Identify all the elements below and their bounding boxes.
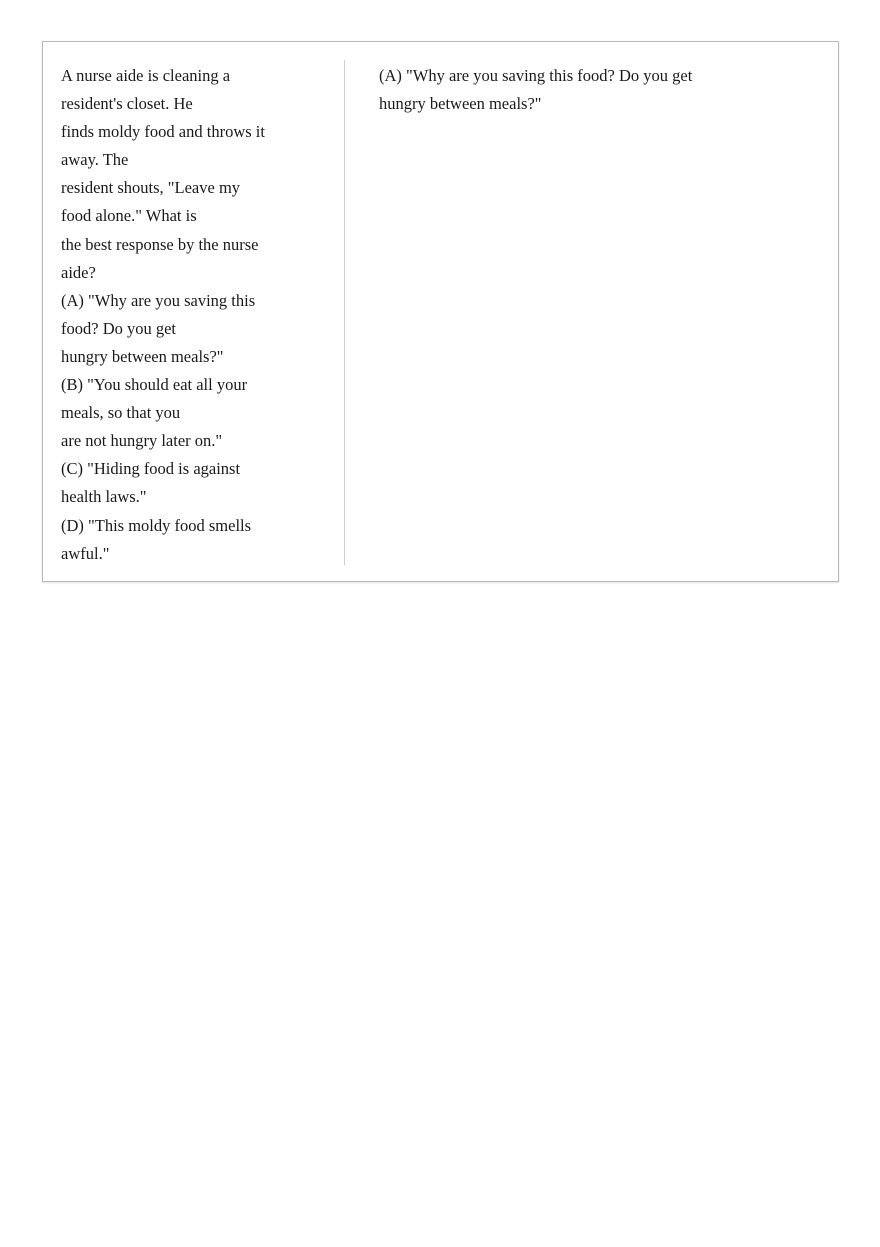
question-line: resident's closet. He bbox=[61, 94, 193, 114]
column-divider bbox=[344, 60, 345, 565]
answer-text bbox=[379, 62, 819, 118]
option-b-line: meals, so that you bbox=[61, 403, 181, 423]
option-a-line: hungry between meals?" bbox=[61, 346, 224, 366]
question-line: the best response by the nurse bbox=[61, 234, 259, 254]
option-b-line: (B) "You should eat all your bbox=[61, 375, 248, 395]
question-line: aide? bbox=[61, 262, 96, 282]
answer-line: (A) "Why are you saving this food? Do you get bbox=[379, 66, 693, 85]
question-line: away. The bbox=[61, 150, 129, 170]
question-line: food alone." What is bbox=[61, 206, 197, 226]
option-d-line: awful." bbox=[61, 543, 110, 563]
answer-line: hungry between meals?" bbox=[379, 94, 542, 114]
question-line: A nurse aide is cleaning a bbox=[61, 66, 231, 85]
option-c-line: health laws." bbox=[61, 487, 147, 507]
question-line: finds moldy food and throws it bbox=[61, 122, 265, 142]
option-a-line: food? Do you get bbox=[61, 318, 177, 338]
option-b-line: are not hungry later on." bbox=[61, 431, 223, 451]
option-d-line: (D) "This moldy food smells bbox=[61, 515, 252, 535]
option-c-line: (C) "Hiding food is against bbox=[61, 459, 241, 479]
flashcard bbox=[42, 41, 839, 582]
question-text bbox=[61, 62, 283, 568]
question-line: resident shouts, "Leave my bbox=[61, 178, 241, 198]
option-a-line: (A) "Why are you saving this bbox=[61, 290, 256, 310]
